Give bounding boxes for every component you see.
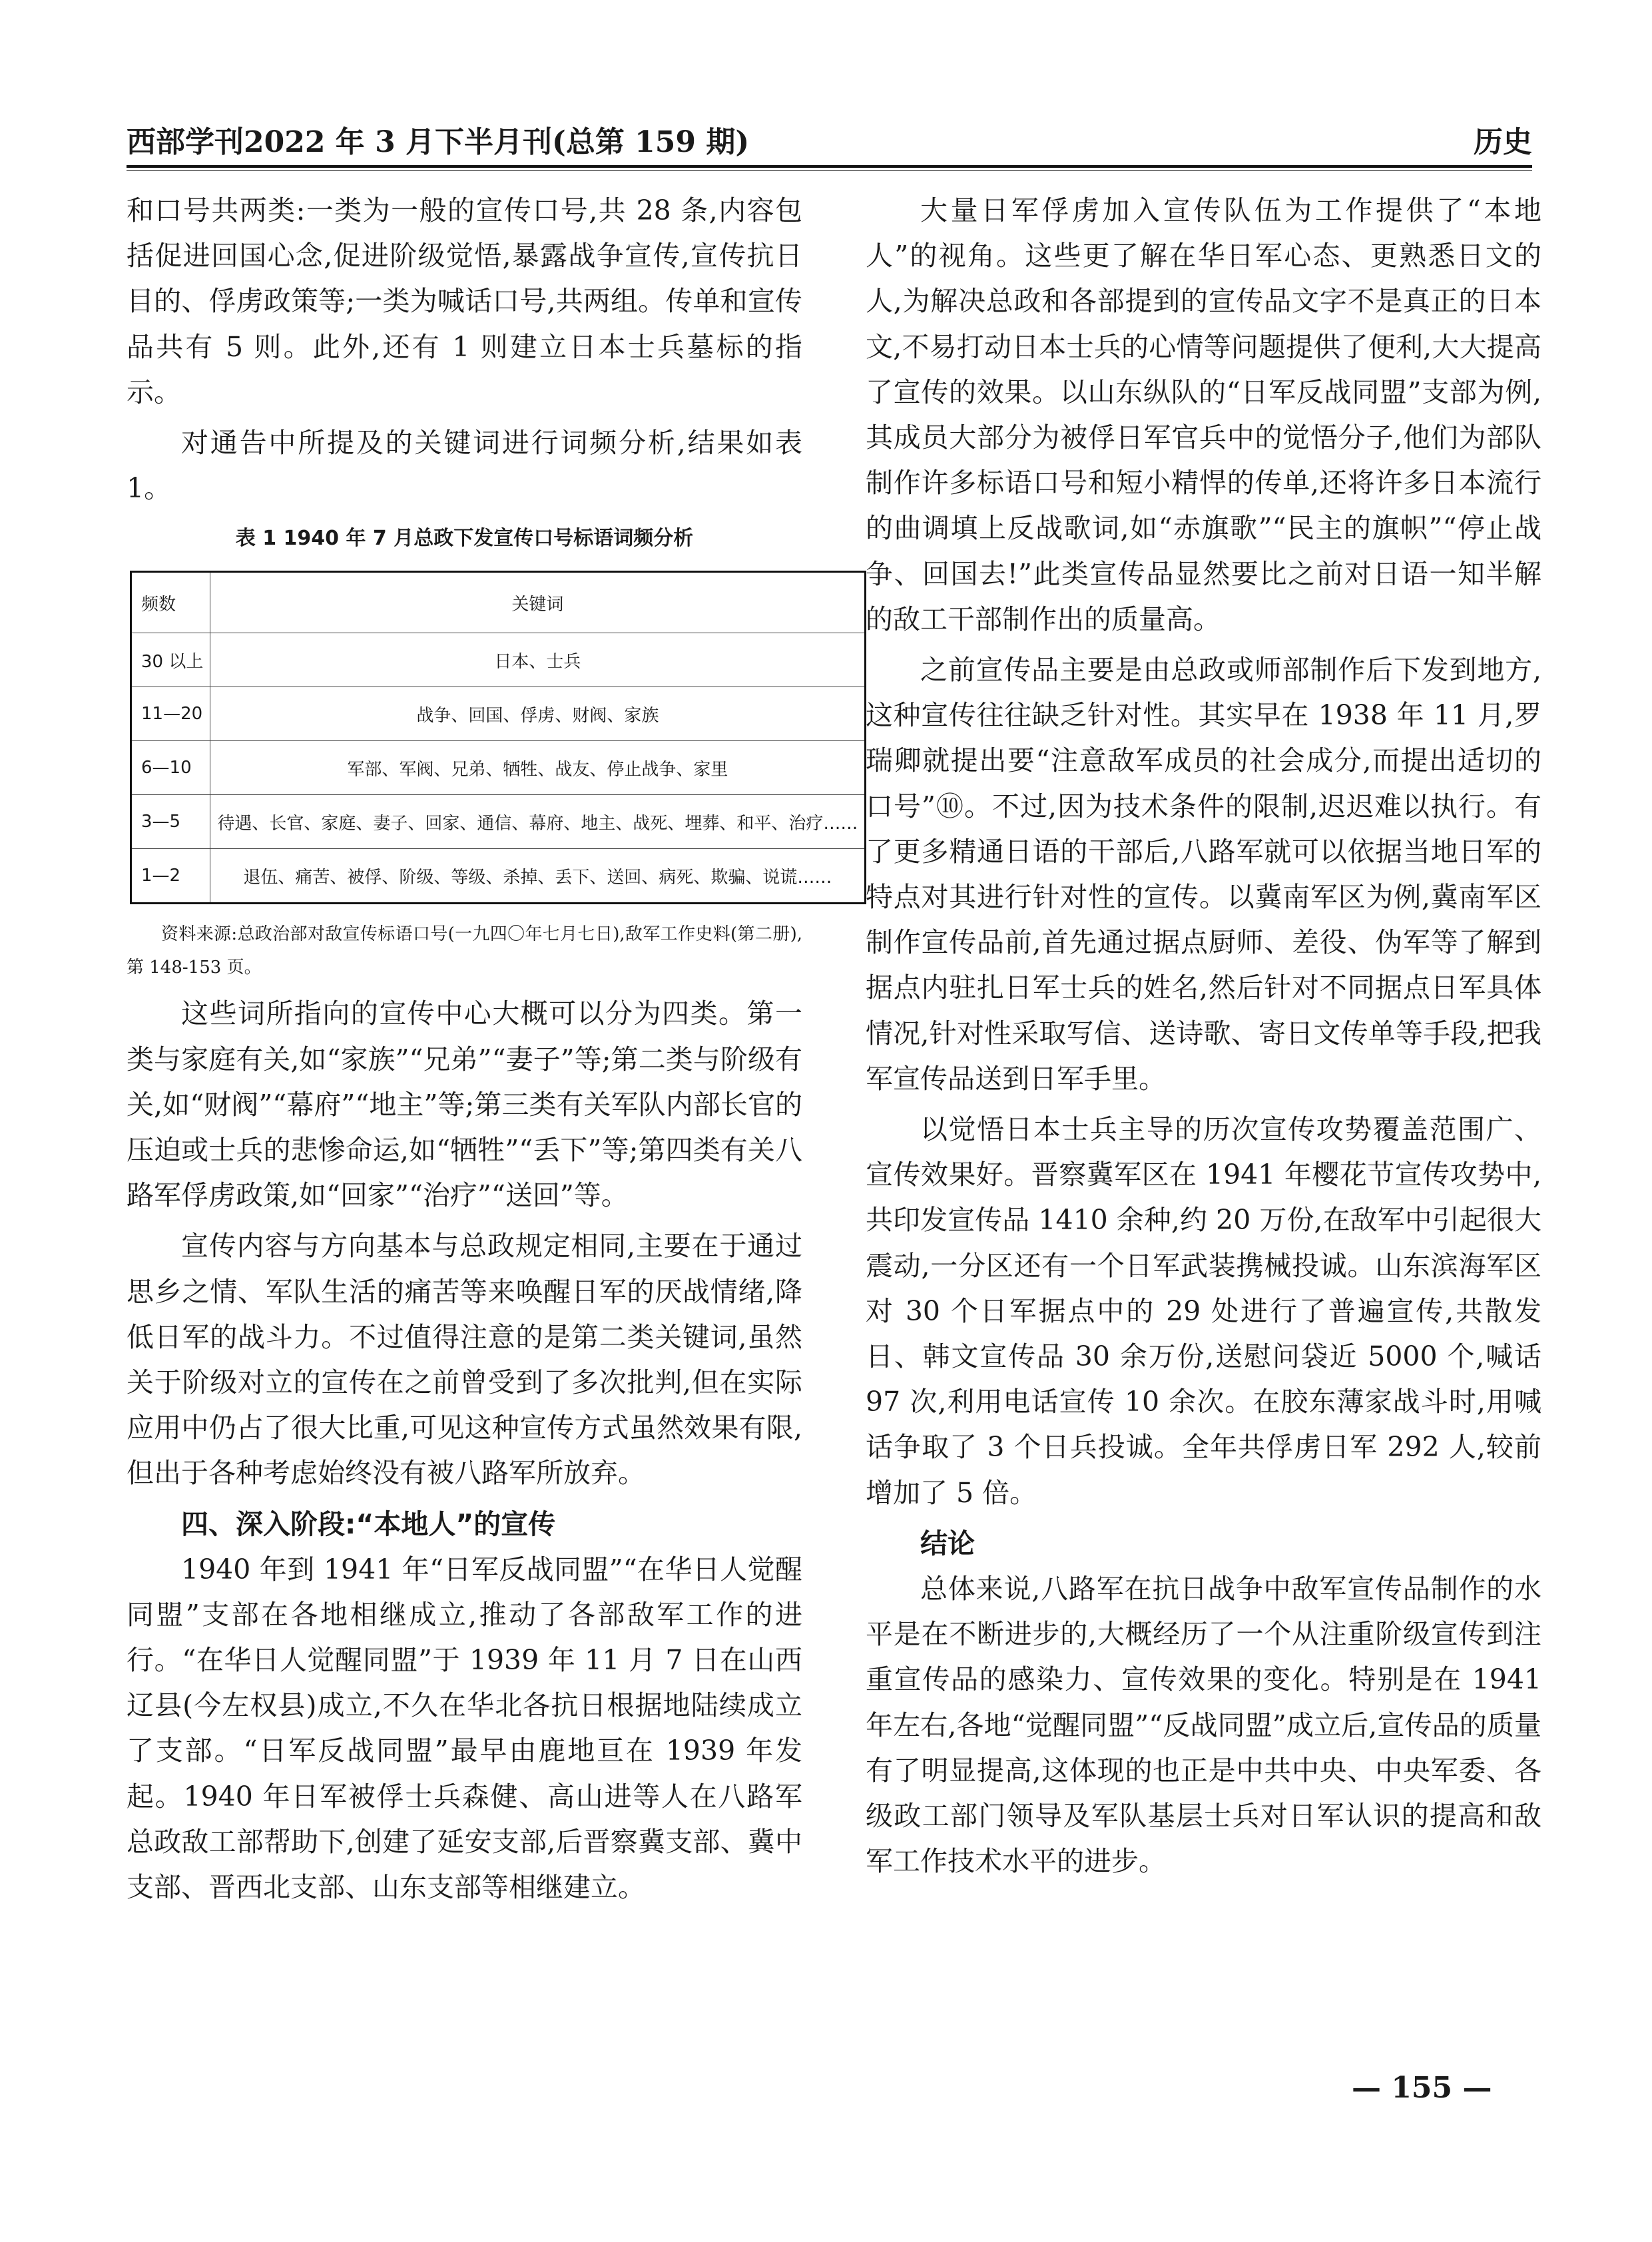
- paragraph: 大量日军俘虏加入宣传队伍为工作提供了“本地人”的视角。这些更了解在华日军心态、更熟悉日文的人,为解决总政和各部提到的宣传品文字不是真正的日本文,不易打动日本士兵的心情等问题提供了便利,大大提高了宣传的效果。以山东纵队的“日军反战同盟”支部为例,其成员大部分为被俘日军官兵中的觉悟分子,他们为部队制作许多标语口号和短小精悍的传单,还将许多日本流行的曲调填上反战歌词,如“赤旗歌”“民主的旗帜”“停止战争、回国去!”此类宣传品显然要比之前对日语一知半解的敌工干部制作出的质量高。: [866, 194, 1541, 635]
- table-cell: 退伍、痛苦、被俘、阶级、等级、杀掉、丢下、送回、病死、欺骗、说谎……: [210, 849, 866, 904]
- page-number: — 155 —: [1352, 2071, 1492, 2105]
- table-row: [131, 849, 866, 904]
- header-rule: [127, 165, 1532, 168]
- paragraph: 宣传内容与方向基本与总政规定相同,主要在于通过思乡之情、军队生活的痛苦等来唤醒日军的厌战情绪,降低日军的战斗力。不过值得注意的是第二类关键词,虽然关于阶级对立的宣传在之前曾受到了多次批判,但在实际应用中仍占了很大比重,可见这种宣传方式虽然效果有限,但出于各种考虑始终没有被八路军所放弃。: [127, 1230, 802, 1490]
- table-header-cell: 频数: [131, 572, 210, 633]
- table-cell: 1—2: [131, 849, 210, 904]
- section-label: 历史: [1474, 125, 1532, 159]
- left-column: [127, 188, 858, 1910]
- journal-title: 西部学刊2022 年 3 月下半月刊(总第 159 期): [127, 125, 750, 159]
- table-cell: 6—10: [131, 741, 210, 795]
- table-caption: 表 1 1940 年 7 月总政下发宣传口号标语词频分析: [235, 527, 694, 551]
- running-header: [127, 117, 1532, 163]
- section-heading: 四、深入阶段:“本地人”的宣传: [181, 1508, 556, 1540]
- table-source-note: 资料来源:总政治部对敌宣传标语口号(一九四〇年七月七日),敌军工作史料(第二册),第 148-153 页。: [127, 924, 802, 978]
- table-cell: 军部、军阀、兄弟、牺牲、战友、停止战争、家里: [210, 741, 866, 795]
- section-heading: 结论: [920, 1527, 975, 1559]
- table-cell: 战争、回国、俘虏、财阀、家族: [210, 687, 866, 741]
- table-cell: 待遇、长官、家庭、妻子、回家、通信、幕府、地主、战死、埋葬、和平、治疗……: [210, 795, 866, 849]
- table-header-cell: 关键词: [210, 572, 866, 633]
- table-cell: 日本、士兵: [210, 633, 866, 687]
- paragraph: 这些词所指向的宣传中心大概可以分为四类。第一类与家庭有关,如“家族”“兄弟”“妻子”等;第二类与阶级有关,如“财阀”“幕府”“地主”等;第三类有关军队内部长官的压迫或士兵的悲惨命运,如“牺牲”“丢下”等;第四类有关八路军俘虏政策,如“回家”“治疗”“送回”等。: [127, 997, 802, 1212]
- frequency-table: [130, 571, 866, 904]
- paragraph: 以觉悟日本士兵主导的历次宣传攻势覆盖范围广、宣传效果好。晋察冀军区在 1941 年樱花节宣传攻势中,共印发宣传品 1410 余种,约 20 万份,在敌军中引起很大震动,一分区还有一个日军武装携械投诚。山东滨海军区对 30 个日军据点中的 29 处进行了普遍宣传,共散发日、韩文宣传品 30 余万份,送慰问袋近 5000 个,喊话 97 次,利用电话宣传 10 余次。在胶东薄家战斗时,用喊话争取了 3 个日兵投诚。全年共俘虏日军 292 人,较前增加了 5 倍。: [866, 1113, 1541, 1509]
- paragraph: 之前宣传品主要是由总政或师部制作后下发到地方,这种宣传往往缺乏针对性。其实早在 1938 年 11 月,罗瑞卿就提出要“注意敌军成员的社会成分,而提出适切的口号”⑩。不过,因为技术条件的限制,迟迟难以执行。有了更多精通日语的干部后,八路军就可以依据当地日军的特点对其进行针对性的宣传。以冀南军区为例,冀南军区制作宣传品前,首先通过据点厨师、差役、伪军等了解到据点内驻扎日军士兵的姓名,然后针对不同据点日军具体情况,针对性采取写信、送诗歌、寄日文传单等手段,把我军宣传品送到日军手里。: [866, 654, 1541, 1095]
- table-cell: 11—20: [131, 687, 210, 741]
- paragraph: 和口号共两类:一类为一般的宣传口号,共 28 条,内容包括促进回国心念,促进阶级觉悟,暴露战争宣传,宣传抗日目的、俘虏政策等;一类为喊话口号,共两组。传单和宣传品共有 5 则。此外,还有 1 则建立日本士兵墓标的指示。: [127, 194, 802, 408]
- table-cell: 3—5: [131, 795, 210, 849]
- header-rule-thin: [127, 170, 1532, 171]
- table-header-row: [131, 572, 866, 633]
- table-row: [131, 687, 866, 741]
- right-column: [866, 188, 1541, 1884]
- table-row: [131, 633, 866, 687]
- paragraph: 总体来说,八路军在抗日战争中敌军宣传品制作的水平是在不断进步的,大概经历了一个从注重阶级宣传到注重宣传品的感染力、宣传效果的变化。特别是在 1941 年左右,各地“觉醒同盟”“反战同盟”成立后,宣传品的质量有了明显提高,这体现的也正是中共中央、中央军委、各级政工部门领导及军队基层士兵对日军认识的提高和敌军工作技术水平的进步。: [866, 1572, 1541, 1878]
- table-row: [131, 795, 866, 849]
- table-cell: 30 以上: [131, 633, 210, 687]
- table-row: [131, 741, 866, 795]
- paragraph: 1940 年到 1941 年“日军反战同盟”“在华日人觉醒同盟”支部在各地相继成立,推动了各部敌军工作的进行。“在华日人觉醒同盟”于 1939 年 11 月 7 日在山西辽县(今左权县)成立,不久在华北各抗日根据地陆续成立了支部。“日军反战同盟”最早由鹿地亘在 1939 年发起。1940 年日军被俘士兵森健、高山进等人在八路军总政敌工部帮助下,创建了延安支部,后晋察冀支部、冀中支部、晋西北支部、山东支部等相继建立。: [127, 1553, 802, 1904]
- paragraph: 对通告中所提及的关键词进行词频分析,结果如表 1。: [127, 427, 802, 505]
